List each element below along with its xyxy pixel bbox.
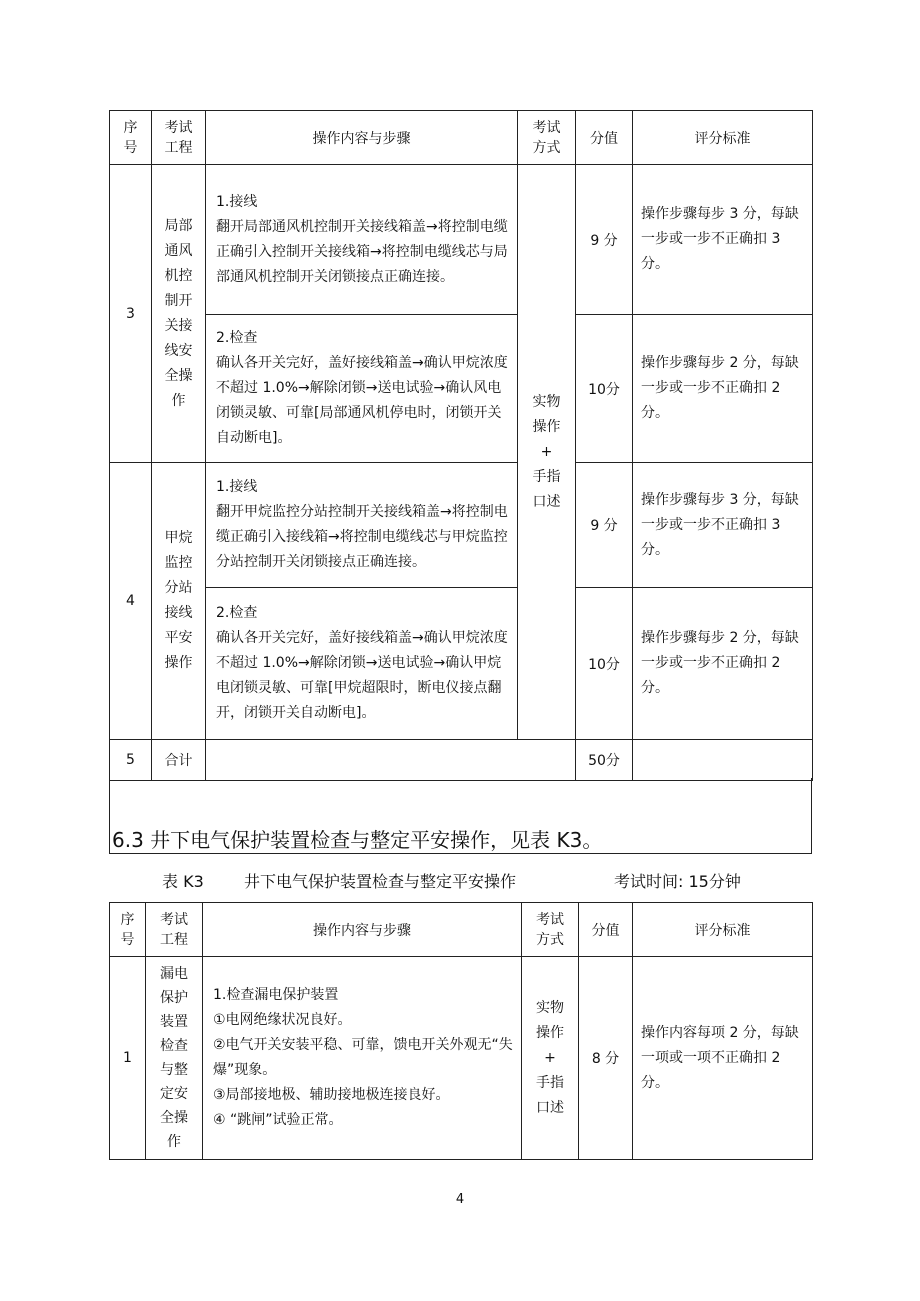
table-row xyxy=(110,463,813,588)
row-item: 甲烷 监控 分站 接线 平安 操作 xyxy=(152,463,206,740)
row-item: 漏电 保护 装置 检查 与整 定安 全操 作 xyxy=(146,957,203,1160)
row-seq: 3 xyxy=(110,165,152,463)
step-content: 1.接线 翻开局部通风机控制开关接线箱盖→将控制电缆正确引入控制开关接线箱→将控制电缆线芯与局部通风机控制开关闭锁接点正确连接。 xyxy=(206,165,518,315)
header-item: 考试 工程 xyxy=(152,111,206,165)
step-content: 2.检查 确认各开关完好，盖好接线箱盖→确认甲烷浓度不超过 1.0%→解除闭锁→送电试验→确认风电闭锁灵敏、可靠[局部通风机停电时，闭锁开关自动断电]。 xyxy=(206,315,518,463)
step-criteria: 操作步骤每步 2 分，每缺一步或一步不正确扣 2 分。 xyxy=(633,315,813,463)
table-title: 井下电气保护装置检查与整定平安操作 xyxy=(244,872,517,891)
step-criteria: 操作步骤每步 3 分，每缺一步或一步不正确扣 3 分。 xyxy=(633,463,813,588)
step-content: 2.检查 确认各开关完好，盖好接线箱盖→确认甲烷浓度不超过 1.0%→解除闭锁→送电试验→确认甲烷电闭锁灵敏、可靠[甲烷超限时，断电仪接点翻开，闭锁开关自动断电]。 xyxy=(206,588,518,740)
table-row xyxy=(110,315,813,463)
method-cell: 实物 操作 + 手指 口述 xyxy=(522,957,579,1160)
total-score: 50分 xyxy=(576,740,633,781)
row-seq: 4 xyxy=(110,463,152,740)
header-content: 操作内容与步骤 xyxy=(203,903,522,957)
step-content: 1.检查漏电保护装置 ①电网绝缘状况良好。 ②电气开关安装平稳、可靠，馈电开关外观无“失爆”现象。 ③局部接地极、辅助接地极连接良好。 ④ “跳闸”试验正常。 xyxy=(203,957,522,1160)
total-criteria-empty xyxy=(633,740,813,781)
assessment-table-k3 xyxy=(109,902,813,1160)
header-criteria: 评分标准 xyxy=(633,111,813,165)
section-heading: 6.3 井下电气保护装置检查与整定平安操作，见表 K3。 xyxy=(112,828,603,852)
header-criteria: 评分标准 xyxy=(633,903,813,957)
header-content: 操作内容与步骤 xyxy=(206,111,518,165)
page-number: 4 xyxy=(455,1192,465,1207)
step-score: 8 分 xyxy=(579,957,633,1160)
header-method: 考试 方式 xyxy=(522,903,579,957)
total-empty xyxy=(206,740,576,781)
table-row xyxy=(110,957,813,1160)
step-score: 10分 xyxy=(576,588,633,740)
step-content: 1.接线 翻开甲烷监控分站控制开关接线箱盖→将控制电缆正确引入接线箱→将控制电缆线芯与甲烷监控分站控制开关闭锁接点正确连接。 xyxy=(206,463,518,588)
header-score: 分值 xyxy=(579,903,633,957)
step-score: 9 分 xyxy=(576,165,633,315)
header-item: 考试 工程 xyxy=(146,903,203,957)
header-score: 分值 xyxy=(576,111,633,165)
table-header-row xyxy=(110,903,813,957)
exam-time: 考试时间: 15分钟 xyxy=(614,872,741,891)
step-score: 10分 xyxy=(576,315,633,463)
header-method: 考试 方式 xyxy=(518,111,576,165)
table-row xyxy=(110,165,813,315)
assessment-table-k2 xyxy=(109,110,813,781)
total-label: 合计 xyxy=(152,740,206,781)
table-number: 表 K3 xyxy=(162,872,204,891)
total-row xyxy=(110,740,813,781)
row-item: 局部 通风 机控 制开 关接 线安 全操 作 xyxy=(152,165,206,463)
table-row xyxy=(110,588,813,740)
total-seq: 5 xyxy=(110,740,152,781)
table-header-row xyxy=(110,111,813,165)
row-seq: 1 xyxy=(110,957,146,1160)
step-criteria: 操作步骤每步 2 分，每缺一步或一步不正确扣 2 分。 xyxy=(633,588,813,740)
method-cell: 实物 操作 + 手指 口述 xyxy=(518,165,576,740)
step-criteria: 操作步骤每步 3 分，每缺一步或一步不正确扣 3 分。 xyxy=(633,165,813,315)
header-seq: 序 号 xyxy=(110,111,152,165)
header-seq: 序 号 xyxy=(110,903,146,957)
step-criteria: 操作内容每项 2 分，每缺一项或一项不正确扣 2 分。 xyxy=(633,957,813,1160)
step-score: 9 分 xyxy=(576,463,633,588)
